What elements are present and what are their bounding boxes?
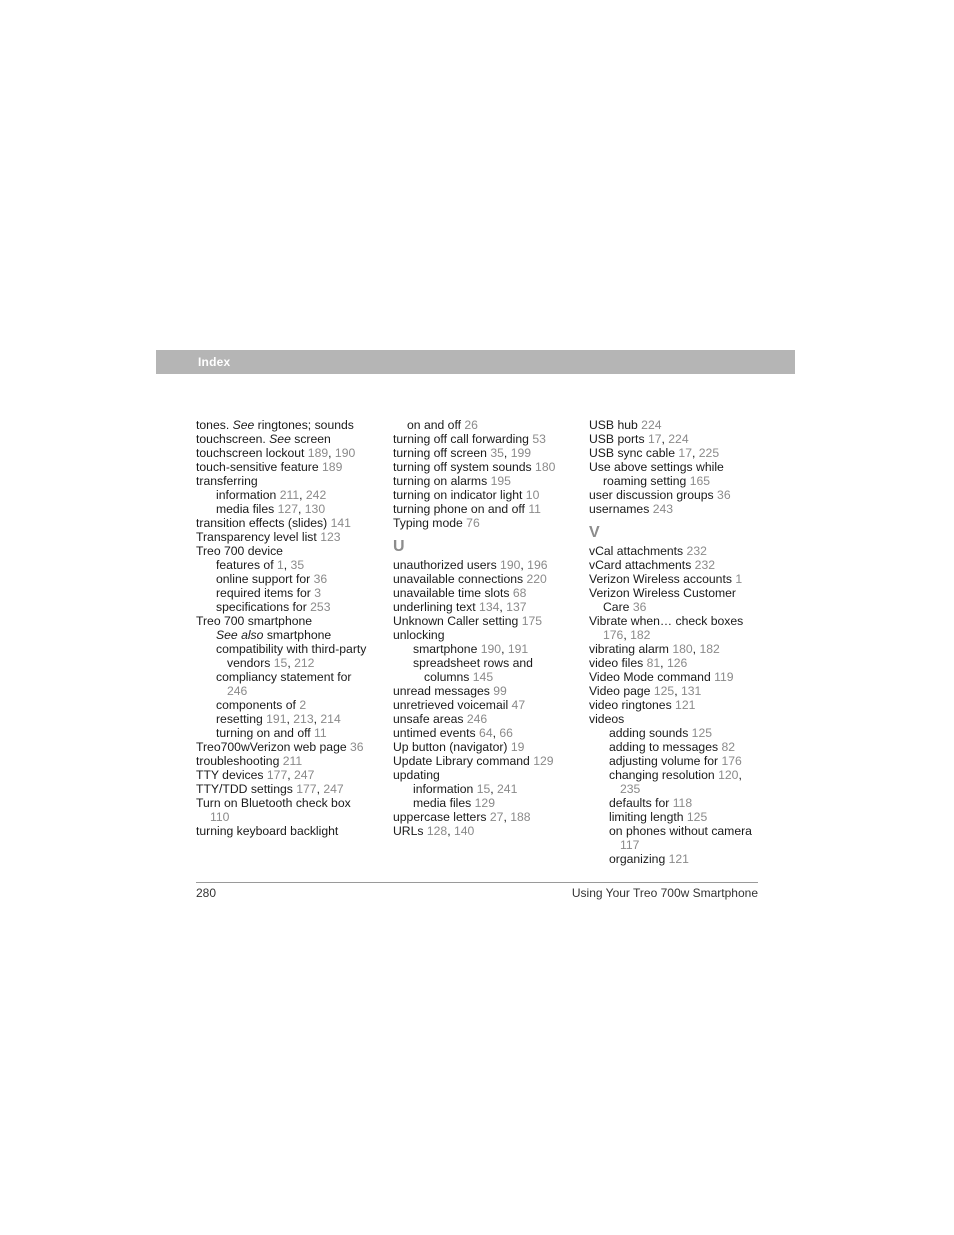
page-reference: 246	[227, 684, 248, 698]
entry-term: vibrating alarm	[589, 642, 673, 656]
page-reference: 137	[506, 600, 527, 614]
entry-term: unread messages	[393, 684, 494, 698]
page-reference: 117	[620, 838, 640, 852]
index-subentry: compatibility with third-party vendors 15, 212	[216, 642, 367, 670]
page-reference: 224	[641, 418, 662, 432]
entry-term: information	[413, 782, 477, 796]
page-reference: 15	[273, 656, 288, 670]
page-reference: 128	[426, 824, 448, 838]
page-reference: 99	[493, 684, 507, 698]
index-entry	[393, 628, 568, 642]
index-entry: touchscreen lockout 189, 190	[196, 446, 356, 460]
page-reference: 243	[652, 502, 674, 516]
page-reference: 213	[293, 712, 314, 726]
page-reference: 232	[686, 544, 707, 558]
page-reference: 1	[276, 558, 284, 572]
page-reference: 188	[510, 810, 531, 824]
index-entry	[393, 586, 568, 600]
page-reference: 17	[647, 432, 662, 446]
entry-term: USB ports	[589, 432, 648, 446]
page-reference: 220	[526, 572, 547, 586]
page-reference: 180	[535, 460, 556, 474]
page-reference: 125	[691, 726, 713, 740]
entry-term: Turn on Bluetooth check box	[196, 796, 351, 810]
see-reference: See	[232, 418, 255, 432]
page-reference: 129	[474, 796, 495, 810]
index-subentry: information 15, 241	[413, 782, 518, 796]
page-reference: 82	[721, 740, 736, 754]
index-letter-heading: U	[393, 538, 405, 555]
page-reference: 35	[290, 558, 305, 572]
page-reference: 36	[717, 488, 731, 502]
page-reference: 177	[296, 782, 317, 796]
index-entry	[196, 544, 371, 558]
entry-term: Treo 700 device	[196, 544, 283, 558]
index-subentry	[589, 852, 761, 866]
page-reference: 126	[666, 656, 688, 670]
index-subentry	[196, 628, 371, 642]
index-entry	[196, 614, 371, 628]
index-entry	[589, 544, 761, 558]
index-entry	[393, 740, 568, 754]
entry-term: on and off	[407, 418, 465, 432]
page-reference: 235	[620, 782, 641, 796]
page-reference: 211	[282, 754, 303, 768]
index-entry	[196, 432, 371, 446]
index-entry: URLs 128, 140	[393, 824, 475, 838]
page-reference: 64	[479, 726, 493, 740]
index-entry	[196, 796, 371, 824]
entry-term: Transparency level list	[196, 530, 321, 544]
page-reference: 176	[603, 628, 624, 642]
page-reference: 140	[454, 824, 475, 838]
index-subentry	[393, 656, 568, 684]
page-reference: 3	[314, 586, 321, 600]
index-entry: underlining text 134, 137	[393, 600, 527, 614]
index-entry	[589, 558, 761, 572]
entry-term: turning off call forwarding	[393, 432, 533, 446]
see-reference: See	[269, 432, 291, 446]
page-reference: 145	[472, 670, 494, 684]
entry-term: turning phone on and off	[393, 502, 529, 516]
index-entry: Vibrate when… check boxes 176, 182	[589, 614, 744, 642]
entry-term: video files	[589, 656, 647, 670]
entry-term: online support for	[216, 572, 314, 586]
index-subentry	[393, 418, 568, 432]
entry-term: unavailable time slots	[393, 586, 513, 600]
index-subentry	[589, 796, 761, 810]
entry-term: video ringtones	[589, 698, 676, 712]
index-entry	[393, 684, 568, 698]
entry-term: on phones without camera	[609, 824, 752, 838]
page-reference: 11	[528, 502, 541, 516]
page-reference: 118	[672, 796, 693, 810]
entry-term: transferring	[196, 474, 258, 488]
index-subentry	[196, 572, 371, 586]
entry-term: transition effects (slides)	[196, 516, 331, 530]
entry-term: usernames	[589, 502, 653, 516]
page-reference: 53	[532, 432, 546, 446]
page-reference: 191	[266, 712, 287, 726]
index-subentry	[196, 600, 371, 614]
entry-term: touchscreen lockout	[196, 446, 308, 460]
entry-term: user discussion groups	[589, 488, 718, 502]
page-reference: 190	[480, 642, 502, 656]
page-reference: 141	[330, 516, 351, 530]
entry-term: specifications for	[216, 600, 311, 614]
page-reference: 36	[632, 600, 647, 614]
entry-term: untimed events	[393, 726, 480, 740]
page-reference: 196	[527, 558, 548, 572]
entry-term: media files	[413, 796, 475, 810]
index-entry	[589, 502, 761, 516]
page-reference: 35	[490, 446, 504, 460]
page-reference: 76	[466, 516, 480, 530]
page-reference: 110	[210, 810, 230, 824]
index-subentry	[196, 670, 371, 698]
page-reference: 190	[500, 558, 521, 572]
index-entry	[393, 432, 568, 446]
entry-term: unsafe areas	[393, 712, 467, 726]
page-reference: 68	[512, 586, 527, 600]
entry-term: unretrieved voicemail	[393, 698, 512, 712]
entry-term: defaults for	[609, 796, 673, 810]
index-entry	[393, 488, 568, 502]
page-reference: 182	[699, 642, 720, 656]
index-entry: untimed events 64, 66	[393, 726, 513, 740]
entry-term: adding to messages	[609, 740, 722, 754]
page-reference: 189	[322, 460, 343, 474]
index-subentry	[196, 698, 371, 712]
index-subentry	[589, 754, 761, 768]
page-reference: 131	[680, 684, 702, 698]
page-reference: 27	[489, 810, 504, 824]
entry-term: touchscreen.	[196, 432, 270, 446]
entry-term: unlocking	[393, 628, 445, 642]
entry-term: Video page	[589, 684, 654, 698]
page-reference: 177	[266, 768, 288, 782]
index-entry	[196, 474, 371, 488]
entry-term: vCard attachments	[589, 558, 695, 572]
page-reference: 176	[721, 754, 742, 768]
index-entry	[196, 516, 371, 530]
see-reference: See also	[216, 628, 264, 642]
index-entry: turning off screen 35, 199	[393, 446, 532, 460]
page-reference: 11	[314, 726, 327, 740]
entry-term: spreadsheet rows and columns	[413, 656, 533, 684]
entry-term: USB hub	[589, 418, 642, 432]
index-entry	[196, 740, 371, 754]
index-column-3	[589, 418, 761, 866]
entry-term: components of	[216, 698, 300, 712]
entry-term: Verizon Wireless accounts	[589, 572, 736, 586]
entry-term: vCal attachments	[589, 544, 687, 558]
page-reference: 127	[277, 502, 298, 516]
index-entry: vibrating alarm 180, 182	[589, 642, 720, 656]
page-number: 280	[196, 886, 217, 900]
page-reference: 47	[511, 698, 526, 712]
page-reference: 189	[307, 446, 329, 460]
entry-term: underlining text	[393, 600, 480, 614]
page-reference: 123	[320, 530, 341, 544]
entry-term: TTY/TDD settings	[196, 782, 297, 796]
entry-term: adjusting volume for	[609, 754, 722, 768]
page-reference: 180	[672, 642, 693, 656]
page-reference: 125	[653, 684, 675, 698]
entry-term: Up button (navigator)	[393, 740, 511, 754]
index-entry: TTY/TDD settings 177, 247	[196, 782, 344, 796]
page-reference: 66	[499, 726, 513, 740]
entry-term: changing resolution	[609, 768, 719, 782]
entry-term: compatibility with third-party vendors	[216, 642, 367, 670]
page-reference: 129	[533, 754, 554, 768]
index-subentry: features of 1, 35	[216, 558, 305, 572]
index-entry: video files 81, 126	[589, 656, 688, 670]
page-reference: 121	[675, 698, 696, 712]
page-reference: 175	[521, 614, 543, 628]
index-entry	[393, 614, 568, 628]
entry-term: turning off system sounds	[393, 460, 536, 474]
page-reference: 1	[735, 572, 743, 586]
index-entry	[196, 824, 371, 838]
index-subentry	[196, 726, 371, 740]
page-reference: 232	[694, 558, 716, 572]
index-entry: uppercase letters 27, 188	[393, 810, 531, 824]
entry-term: features of	[216, 558, 277, 572]
index-entry	[589, 712, 761, 726]
page-reference: 17	[678, 446, 692, 460]
entry-term: Update Library command	[393, 754, 534, 768]
index-entry: USB ports 17, 224	[589, 432, 689, 446]
page-reference: 15	[476, 782, 491, 796]
index-entry	[393, 502, 568, 516]
entry-term: Use above settings while roaming setting	[589, 460, 724, 488]
index-subentry	[393, 796, 568, 810]
entry-term: unauthorized users	[393, 558, 501, 572]
page-reference: 199	[510, 446, 532, 460]
see-target: smartphone	[263, 628, 332, 642]
index-entry	[393, 768, 568, 782]
entry-term: turning on indicator light	[393, 488, 526, 502]
page-reference: 134	[479, 600, 500, 614]
index-entry	[393, 474, 568, 488]
page-reference: 247	[294, 768, 315, 782]
index-subentry	[589, 824, 761, 852]
index-entry	[589, 488, 761, 502]
entry-term: USB sync cable	[589, 446, 679, 460]
index-subentry	[589, 810, 761, 824]
entry-term: turning off screen	[393, 446, 491, 460]
page-reference: 125	[686, 810, 708, 824]
entry-term: limiting length	[609, 810, 687, 824]
entry-term: uppercase letters	[393, 810, 490, 824]
index-entry	[196, 460, 371, 474]
index-entry: unauthorized users 190, 196	[393, 558, 548, 572]
page-reference: 242	[305, 488, 327, 502]
index-entry: TTY devices 177, 247	[196, 768, 315, 782]
index-subentry: information 211, 242	[216, 488, 327, 502]
entry-term: adding sounds	[609, 726, 692, 740]
index-entry	[589, 418, 761, 432]
entry-term: tones.	[196, 418, 233, 432]
page-reference: 190	[334, 446, 356, 460]
index-column-1	[196, 418, 371, 838]
entry-term: unavailable connections	[393, 572, 527, 586]
index-subentry: resetting 191, 213, 214	[216, 712, 341, 726]
page-reference: 26	[464, 418, 478, 432]
index-entry	[589, 670, 761, 684]
section-header-bar	[156, 350, 795, 374]
entry-term: Unknown Caller setting	[393, 614, 522, 628]
page-reference: 36	[313, 572, 328, 586]
index-letter-heading: V	[589, 524, 600, 541]
entry-term: troubleshooting	[196, 754, 283, 768]
index-subentry	[196, 586, 371, 600]
page-reference: 211	[279, 488, 300, 502]
page-reference: 2	[299, 698, 307, 712]
see-target: screen	[290, 432, 331, 446]
entry-term: TTY devices	[196, 768, 267, 782]
page-reference: 120	[718, 768, 739, 782]
entry-term: media files	[216, 502, 278, 516]
page-reference: 121	[668, 852, 689, 866]
index-subentry: smartphone 190, 191	[413, 642, 529, 656]
index-entry	[589, 698, 761, 712]
entry-term: Treo700wVerizon web page	[196, 740, 351, 754]
index-entry	[589, 572, 761, 586]
entry-term: Vibrate when… check boxes	[589, 614, 744, 628]
entry-term: URLs	[393, 824, 427, 838]
index-entry	[196, 530, 371, 544]
book-title: Using Your Treo 700w Smartphone	[571, 886, 758, 900]
entry-term: Treo 700 smartphone	[196, 614, 313, 628]
index-entry	[196, 418, 371, 432]
section-title: Index	[198, 355, 231, 369]
page-reference: 119	[714, 670, 734, 684]
entry-term: touch-sensitive feature	[196, 460, 323, 474]
entry-term: videos	[589, 712, 625, 726]
page-reference: 212	[294, 656, 315, 670]
index-column-2	[393, 418, 568, 838]
entry-term: compliancy statement for	[216, 670, 352, 684]
page-reference: 165	[689, 474, 711, 488]
page-reference: 224	[668, 432, 689, 446]
index-subentry: media files 127, 130	[216, 502, 326, 516]
entry-term: Typing mode	[393, 516, 467, 530]
page-reference: 241	[497, 782, 518, 796]
page-reference: 246	[466, 712, 488, 726]
entry-term: turning on alarms	[393, 474, 491, 488]
entry-term: required items for	[216, 586, 315, 600]
entry-term: resetting	[216, 712, 267, 726]
page-reference: 130	[304, 502, 326, 516]
footer-divider	[196, 882, 758, 883]
index-entry	[393, 460, 568, 474]
page-reference: 191	[507, 642, 529, 656]
entry-term: turning keyboard backlight	[196, 824, 339, 838]
page-reference: 36	[350, 740, 364, 754]
page-reference: 247	[323, 782, 344, 796]
page-reference: 19	[510, 740, 525, 754]
see-target: ringtones; sounds	[254, 418, 354, 432]
index-entry	[196, 754, 371, 768]
entry-term: Verizon Wireless Customer Care	[589, 586, 736, 614]
index-entry	[393, 516, 568, 530]
page-reference: 195	[490, 474, 511, 488]
index-entry	[393, 712, 568, 726]
page-reference: 214	[320, 712, 341, 726]
page-reference: 182	[630, 628, 651, 642]
page-reference: 225	[698, 446, 720, 460]
page-reference: 253	[310, 600, 331, 614]
index-entry	[589, 460, 761, 488]
entry-term: turning on and off	[216, 726, 315, 740]
entry-term: information	[216, 488, 280, 502]
index-entry	[589, 586, 761, 614]
entry-term: Video Mode command	[589, 670, 715, 684]
page-reference: 10	[525, 488, 540, 502]
index-subentry	[589, 726, 761, 740]
index-entry	[393, 572, 568, 586]
index-subentry	[589, 740, 761, 754]
index-subentry: changing resolution 120, 235	[609, 768, 742, 796]
entry-term: updating	[393, 768, 440, 782]
index-entry	[393, 698, 568, 712]
index-entry	[393, 754, 568, 768]
index-entry: Video page 125, 131	[589, 684, 702, 698]
page-reference: 81	[646, 656, 661, 670]
index-entry: USB sync cable 17, 225	[589, 446, 720, 460]
entry-term: organizing	[609, 852, 669, 866]
entry-term: smartphone	[413, 642, 481, 656]
